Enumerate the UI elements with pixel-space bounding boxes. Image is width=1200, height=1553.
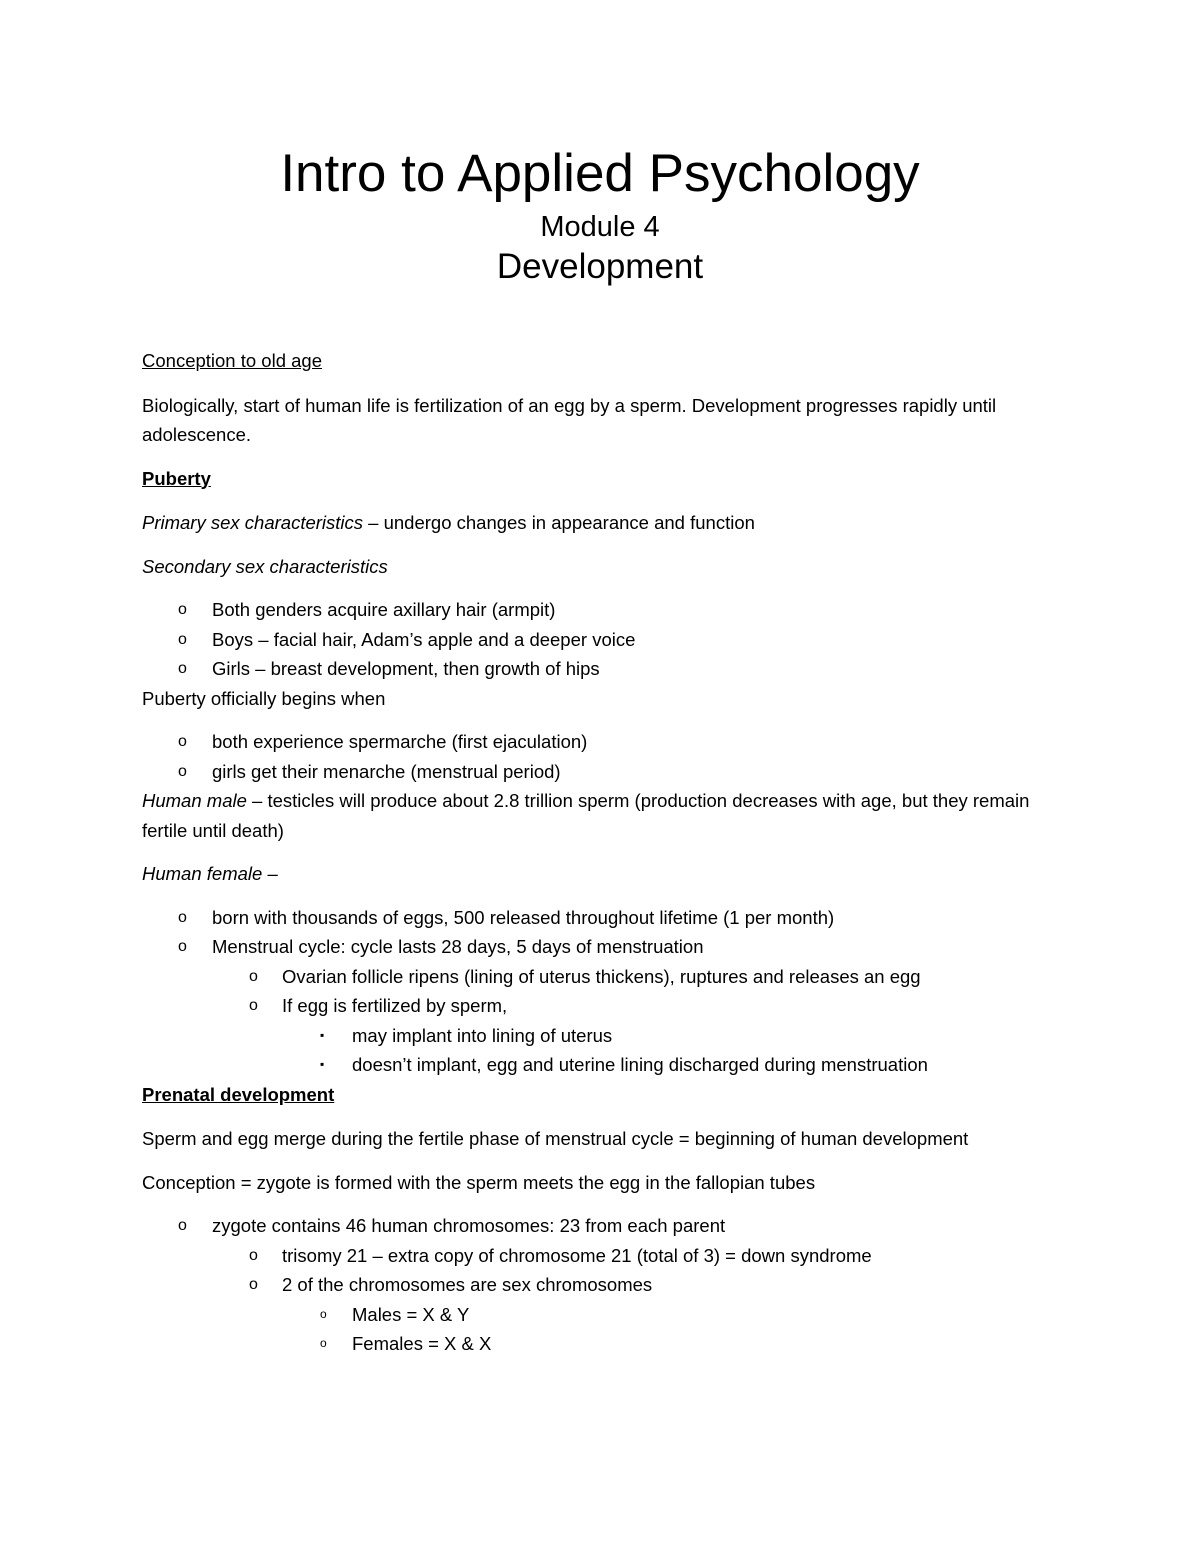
list-item [142,1021,1062,1051]
list-item [142,1211,1062,1241]
list-item-text: girls get their menarche (menstrual period) [212,760,561,782]
secondary-term: Secondary sex characteristics [142,555,388,577]
list-item [142,595,1062,625]
list-item-text: Both genders acquire axillary hair (armpit) [212,599,556,620]
circle-bullet-icon: o [178,1217,187,1234]
human-male-description: – testicles will produce about 2.8 trillion sperm (production decreases with age, but they remain fertile until death) [142,790,1030,841]
prenatal-paragraph-2: Conception = zygote is formed with the sperm meets the egg in the fallopian tubes [142,1171,816,1193]
list-item-text: Females = X & X [352,1333,492,1354]
section-heading-prenatal: Prenatal development [142,1083,335,1105]
circle-bullet-icon: o [249,1246,258,1264]
title-block [0,140,1200,288]
circle-bullet-icon: o [178,733,187,750]
circle-bullet-icon: o [178,660,187,677]
list-item-text: Menstrual cycle: cycle lasts 28 days, 5 days of menstruation [212,936,704,957]
primary-term: Primary sex characteristics [142,512,364,533]
module-label: Module 4 [540,211,660,243]
list-item-text: born with thousands of eggs, 500 released throughout lifetime (1 per month) [212,906,835,928]
conception-paragraph: Biologically, start of human life is fertilization of an egg by a sperm. Development progresses rapidly until adolescence. [142,394,997,445]
list-item [142,903,1062,933]
list-item-text: If egg is fertilized by sperm, [282,995,508,1016]
list-item-text: Girls – breast development, then growth of hips [212,658,600,679]
circle-bullet-icon: o [178,630,187,648]
list-item [142,757,1062,787]
human-male-term: Human male [142,790,247,811]
circle-bullet-icon: o [178,938,187,955]
list-item [142,1270,1062,1300]
list-item [142,932,1062,962]
list-item-text: Boys – facial hair, Adam’s apple and a deeper voice [212,628,636,650]
secondary-characteristics-label [142,552,1062,582]
primary-characteristics-paragraph [142,508,1062,538]
puberty-begins-paragraph: Puberty officially begins when [142,687,386,709]
list-item-text: both experience spermarche (first ejaculation) [212,731,588,752]
topic-label: Development [496,247,704,286]
square-bullet-icon: ▪ [320,1027,325,1042]
circle-bullet-icon: o [178,601,187,618]
section-heading-conception: Conception to old age [142,350,322,371]
circle-bullet-icon: o [249,997,258,1014]
prenatal-list [142,1211,1062,1359]
circle-bullet-icon: o [320,1336,327,1350]
list-item [142,991,1062,1021]
circle-bullet-icon: o [249,1276,258,1293]
secondary-characteristics-list [142,595,1062,684]
square-bullet-icon: ▪ [320,1057,325,1071]
list-item [142,1329,1062,1359]
list-item [142,625,1062,655]
list-item [142,962,1062,992]
puberty-begins-list [142,727,1062,786]
prenatal-paragraph-1: Sperm and egg merge during the fertile phase of menstrual cycle = beginning of human development [142,1128,969,1149]
list-item [142,727,1062,757]
list-item [142,1241,1062,1271]
human-female-list [142,903,1062,1080]
list-item-text: zygote contains 46 human chromosomes: 23 from each parent [212,1215,726,1236]
list-item [142,654,1062,684]
list-item [142,1050,1062,1080]
list-item-text: Males = X & Y [352,1303,470,1325]
document-title: Intro to Applied Psychology [280,144,920,203]
human-female-label [142,859,1062,889]
circle-bullet-icon: o [178,762,187,780]
human-male-paragraph [142,786,1062,845]
circle-bullet-icon: o [178,908,187,926]
primary-description: – undergo changes in appearance and function [363,512,755,533]
list-item-text: trisomy 21 – extra copy of chromosome 21 (total of 3) = down syndrome [282,1244,872,1266]
document-body [142,346,1062,1359]
list-item [142,1300,1062,1330]
list-item-text: 2 of the chromosomes are sex chromosomes [282,1274,653,1295]
circle-bullet-icon: o [249,967,258,985]
circle-bullet-icon: o [320,1306,327,1321]
list-item-text: Ovarian follicle ripens (lining of uterus thickens), ruptures and releases an egg [282,965,921,987]
section-heading-puberty: Puberty [142,467,211,489]
list-item-text: may implant into lining of uterus [352,1024,613,1046]
human-female-term: Human female – [142,863,278,884]
list-item-text: doesn’t implant, egg and uterine lining discharged during menstruation [352,1054,928,1075]
